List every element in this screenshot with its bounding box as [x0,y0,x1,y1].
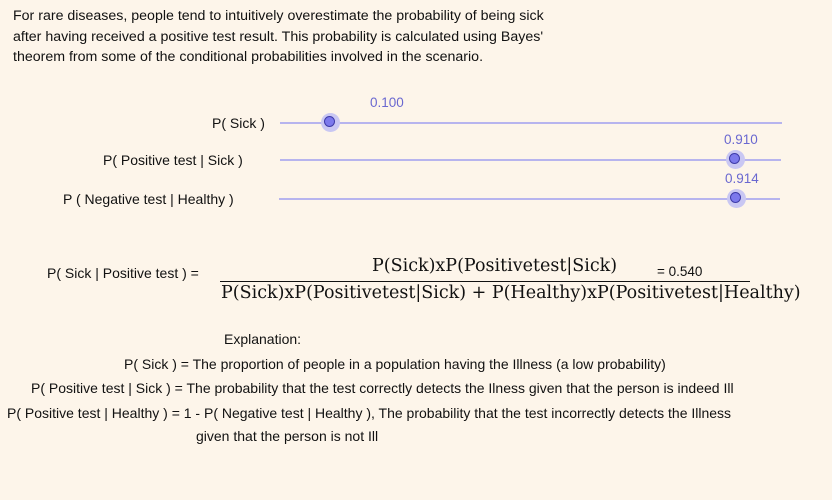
slider-value-p-negative-given-healthy: 0.914 [725,171,759,186]
formula-denominator: P(Sick)xP(Positivetest|Sick) + P(Healthy)xP(Positivetest|Healthy) [221,283,801,303]
formula-result: = 0.540 [657,264,703,279]
explanation-line: P( Positive test | Healthy ) = 1 - P( Negative test | Healthy ), The probability that the test incorrectly detects the Illness [7,405,732,421]
slider-label-p-negative-given-healthy: P ( Negative test | Healthy ) [63,191,234,207]
explanation-line: P( Positive test | Sick ) = The probability that the test correctly detects the Ilness given that the person is indeed Ill [31,380,734,396]
slider-value-p-positive-given-sick: 0.910 [724,132,758,147]
intro-line: theorem from some of the conditional probabilities involved in the scenario. [13,49,484,66]
slider-handle-p-positive-given-sick[interactable] [726,150,745,169]
slider-track-p-negative-given-healthy[interactable] [279,198,780,200]
fraction-bar [220,281,750,282]
explanation-heading: Explanation: [224,331,302,347]
slider-label-p-sick: P( Sick ) [212,115,265,131]
explanation-line: given that the person is not Ill [196,428,379,444]
intro-text [13,6,544,68]
slider-track-p-positive-given-sick[interactable] [280,159,781,161]
formula-numerator: P(Sick)xP(Positivetest|Sick) [372,256,618,276]
explanation-line: P( Sick ) = The proportion of people in a population having the Illness (a low probability) [124,356,666,372]
slider-handle-p-negative-given-healthy[interactable] [727,189,746,208]
slider-handle-p-sick[interactable] [321,113,340,132]
intro-line: For rare diseases, people tend to intuitively overestimate the probability of being sick [13,8,544,24]
slider-track-p-sick[interactable] [280,122,782,124]
slider-label-p-positive-given-sick: P( Positive test | Sick ) [103,152,243,168]
intro-line: after having received a positive test result. This probability is calculated using Bayes' [13,28,544,45]
slider-value-p-sick: 0.100 [370,95,404,110]
formula-lhs: P( Sick | Positive test ) = [47,265,199,281]
